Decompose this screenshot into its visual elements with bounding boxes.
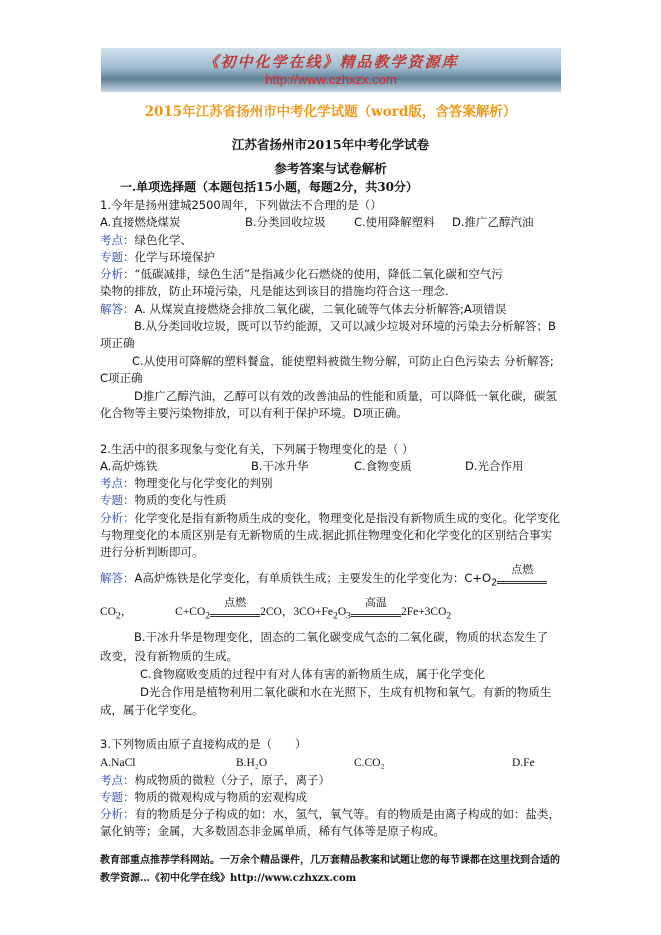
- q2-option-a: A.高炉炼铁: [100, 459, 158, 473]
- q3-fenxi: 分析：有的物质是分子构成的如：水，氢气，氧气等。有的物质是由离子构成的如：盐类，: [100, 807, 560, 821]
- q2-option-d: D.光合作用: [465, 459, 524, 473]
- q2-option-b: B.干冰升华: [251, 459, 309, 473]
- q1-fenxi-line: 染物的排放，防止环境污染，凡是能达到该目的措施均符合这一理念.: [100, 284, 449, 298]
- banner-title: 《初中化学在线》精品教学资源库: [203, 53, 459, 71]
- q3-stem: 3.下列物质由原子直接构成的是（ ）: [100, 737, 307, 751]
- q1-jieda: 解答：A. 从煤炭直接燃烧会排放二氧化碳，二氧化硫等气体去分析解答;A项错误: [100, 302, 507, 316]
- exam-subtitle: 参考答案与试卷解析: [274, 161, 387, 176]
- q2-equations: $CO_2$， $C+CO_2$ 点燃 2CO，$3CO+Fe_2O_3$ 高温 $2Fe+3CO_2$: [100, 597, 452, 622]
- section-heading: 一.单项选择题（本题包括15小题，每题2分，共30分）: [120, 180, 418, 194]
- footer-line: 教育部重点推荐学科网站。一万余个精品课件，几万套精品教案和试题让您的每节课都在这里找到合适的: [100, 855, 560, 866]
- q1-jieda-line: B.从分类回收垃圾，既可以节约能源，又可以减少垃圾对环境的污染去分析解答；B: [134, 319, 556, 333]
- q1-option-b: B.分类回收垃圾: [245, 215, 326, 229]
- q2-jieda-line: B.干冰升华是物理变化，固态的二氧化碳变成气态的二氧化碳，物质的状态发生了: [134, 630, 549, 644]
- q2-fenxi-line: 与物理变化的本质区别是有无新物质的生成.据此抓住物理变化和化学变化的区别结合事实: [100, 528, 553, 542]
- q3-option-a: A.NaCl: [100, 757, 136, 769]
- q2-jieda: 解答：A高炉炼铁是化学变化，有单质铁生成；主要发生的化学变化为：$C+O_2$ 点燃: [100, 570, 547, 591]
- q1-jieda-line: C.从使用可降解的塑料餐盒，能使塑料被微生物分解，可防止白色污染去 分析解答;: [132, 354, 554, 368]
- q2-jieda-line: 改变，没有新物质的生成。: [100, 649, 238, 663]
- q3-fenxi-line: 氯化钠等；金属，大多数固态非金属单质，稀有气体等是原子构成。: [100, 824, 445, 838]
- q1-fenxi: 分析：“低碳减排，绿色生活”是指减少化石燃烧的使用，降低二氧化碳和空气污: [100, 267, 503, 281]
- q3-zhuanti: 专题：物质的微观构成与物质的宏观构成: [100, 790, 307, 804]
- q2-kaodian: 考点：物理变化与化学变化的判别: [100, 476, 273, 490]
- q1-stem: 1.今年是扬州建城2500周年，下列做法不合理的是（）: [100, 198, 382, 212]
- q1-jieda-line: 化合物等主要污染物排放，可以有利于保护环境。D项正确。: [100, 406, 408, 420]
- reaction-arrow: 点燃: [497, 572, 547, 586]
- q2-fenxi: 分析：化学变化是指有新物质生成的变化，物理变化是指没有新物质生成的变化。化学变化: [100, 511, 560, 525]
- q1-jieda-line: D推广乙醇汽油，乙醇可以有效的改善油品的性能和质量，可以降低一氧化碳，碳氢: [134, 389, 557, 403]
- q1-jieda-line: C项正确: [100, 371, 143, 385]
- q2-jieda-line: C.食物腐败变质的过程中有对人体有害的新物质生成，属于化学变化: [140, 667, 486, 681]
- q2-jieda-line: D光合作用是植物利用二氧化碳和水在光照下，生成有机物和氧气。有新的物质生: [140, 685, 552, 699]
- reaction-arrow: 高温: [351, 605, 401, 619]
- q2-stem: 2.生活中的很多现象与变化有关，下列属于物理变化的是（ ）: [100, 442, 414, 456]
- q1-option-c: C.使用降解塑料: [354, 215, 435, 229]
- q2-fenxi-line: 进行分析判断即可。: [100, 545, 204, 559]
- q3-kaodian: 考点：构成物质的微粒（分子，原子，离子）: [100, 773, 330, 787]
- q3-option-b: B.H₂O: [236, 757, 268, 769]
- q1-kaodian: 考点：绿色化学、: [100, 233, 192, 247]
- q2-option-c: C.食物变质: [354, 459, 412, 473]
- q2-zhuanti: 专题：物质的变化与性质: [100, 493, 227, 507]
- banner-image: [101, 48, 561, 92]
- footer-line: 教学资源…《初中化学在线》http://www.czhxzx.com: [100, 873, 357, 884]
- q1-option-d: D.推广乙醇汽油: [452, 215, 534, 229]
- banner-url[interactable]: http://www.czhxzx.com: [265, 72, 397, 87]
- q1-zhuanti: 专题：化学与环境保护: [100, 250, 215, 264]
- exam-title: 江苏省扬州市2015年中考化学试卷: [231, 137, 430, 152]
- document-title: 2015年江苏省扬州市中考化学试题（word版，含答案解析）: [144, 104, 517, 120]
- q1-jieda-line: 项正确: [100, 336, 135, 350]
- q1-option-a: A.直接燃烧煤炭: [100, 215, 181, 229]
- reaction-arrow: 点燃: [210, 605, 260, 619]
- q3-option-d: D.Fe: [512, 757, 535, 769]
- q2-jieda-line: 成，属于化学变化。: [100, 703, 204, 717]
- q3-option-c: C.CO₂: [354, 757, 385, 769]
